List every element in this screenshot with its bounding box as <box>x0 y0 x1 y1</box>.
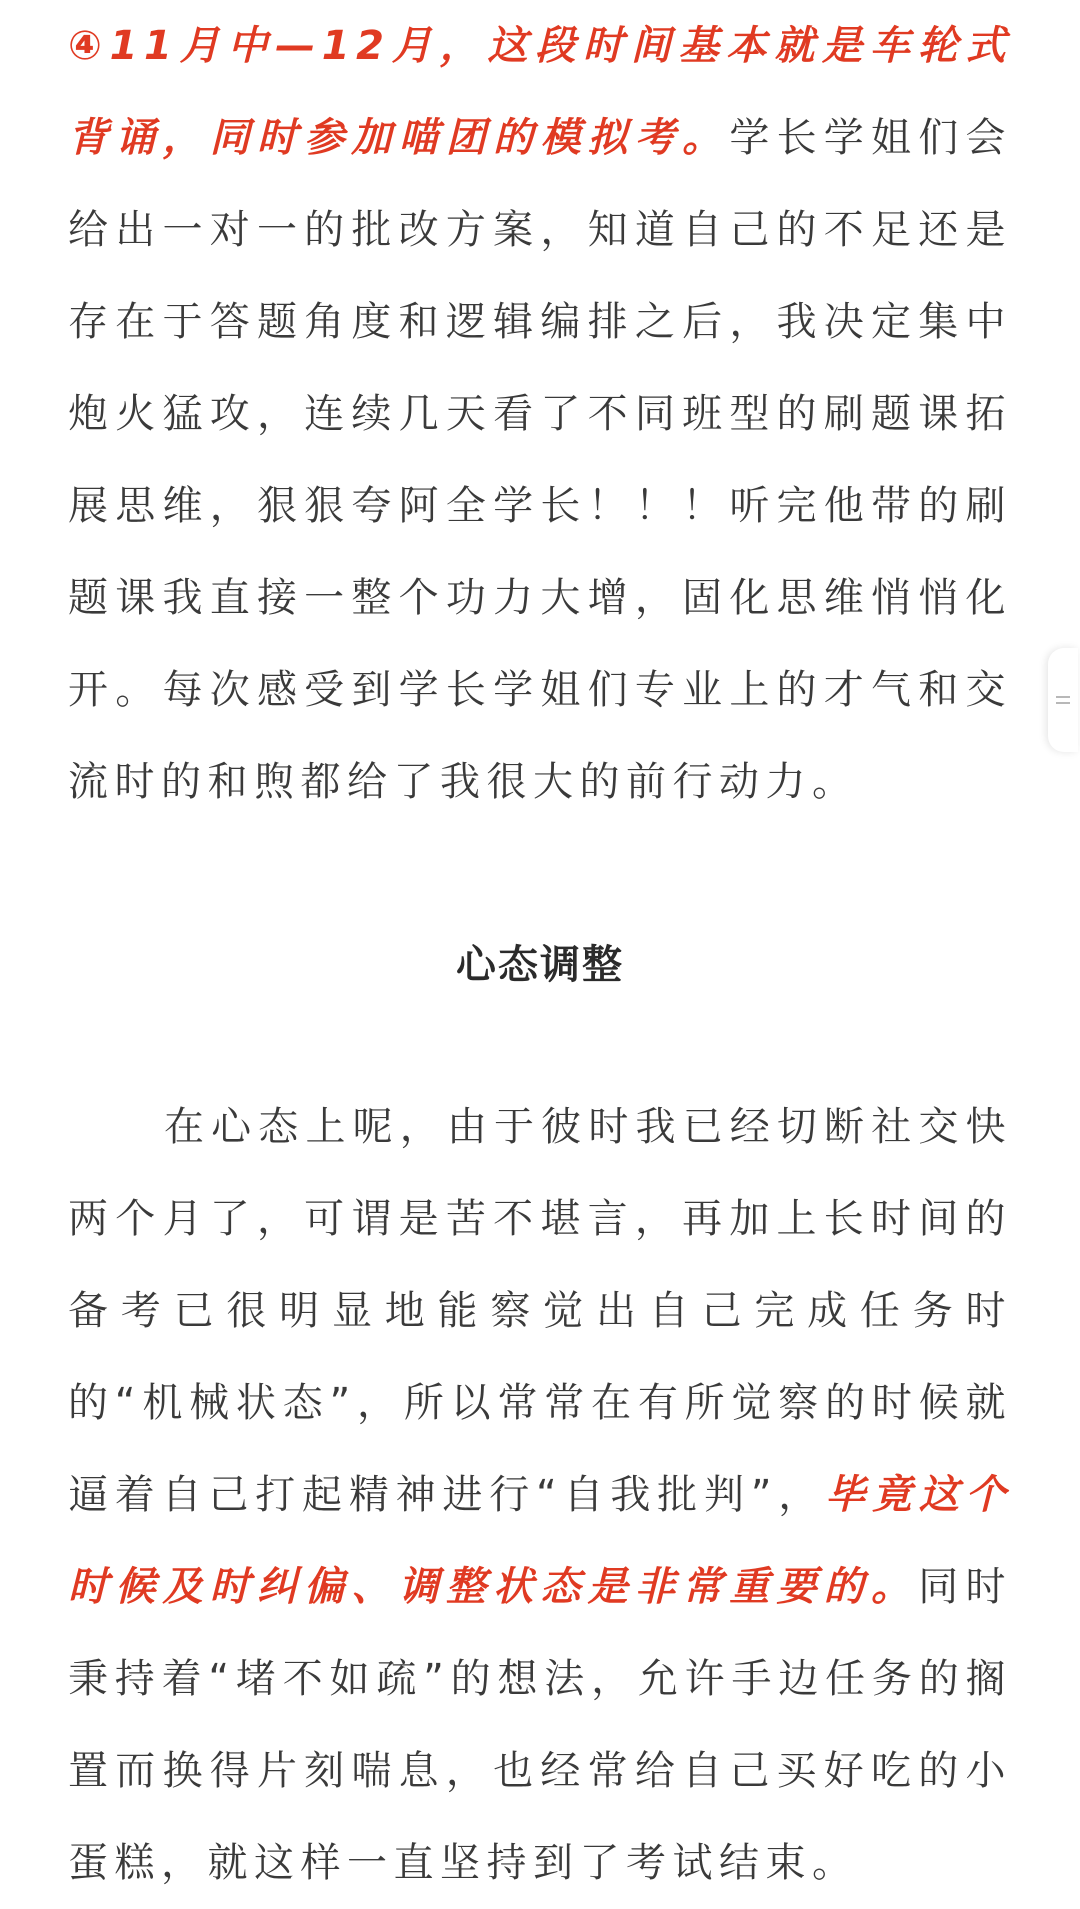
paragraph-text: 同时秉持着“堵不如疏”的想法，允许手边任务的搁置而换得片刻喘息，也经常给自己买好吃的小蛋糕，就这样一直坚持到了考试结束。 <box>68 1564 1013 1886</box>
menu-lines-icon <box>1055 690 1071 710</box>
article-body <box>68 0 1012 1909</box>
emphasis-text: 毕竟这个时候及时纠偏、调整状态是非常重要的。 <box>68 1472 1013 1610</box>
paragraph-study-plan <box>68 0 1012 828</box>
emphasis-text: ④11月中—12月，这段时间基本就是车轮式背诵，同时参加喵团的模拟考。 <box>68 23 1012 161</box>
paragraph-text: 学长学姐们会给出一对一的批改方案，知道自己的不足还是存在于答题角度和逻辑编排之后，我决定集中炮火猛攻，连续几天看了不同班型的刷题课拓展思维，狠狠夸阿全学长！！！听完他带的刷题课我直接一整个功力大增，固化思维悄悄化开。每次感受到学长学姐们专业上的才气和交流时的和煦都给了我很大的前行动力。 <box>68 115 1013 805</box>
side-scroll-handle[interactable] <box>1048 648 1078 752</box>
paragraph-text: 在心态上呢，由于彼时我已经切断社交快两个月了，可谓是苦不堪言，再加上长时间的备考已很明显地能察觉出自己完成任务时的“机械状态”，所以常常在有所觉察的时候就逼着自己打起精神进行“自我批判”， <box>68 1104 1012 1518</box>
section-heading <box>68 941 1012 1001</box>
paragraph-mindset <box>68 1081 1012 1909</box>
section-title: 心态调整 <box>448 941 632 989</box>
